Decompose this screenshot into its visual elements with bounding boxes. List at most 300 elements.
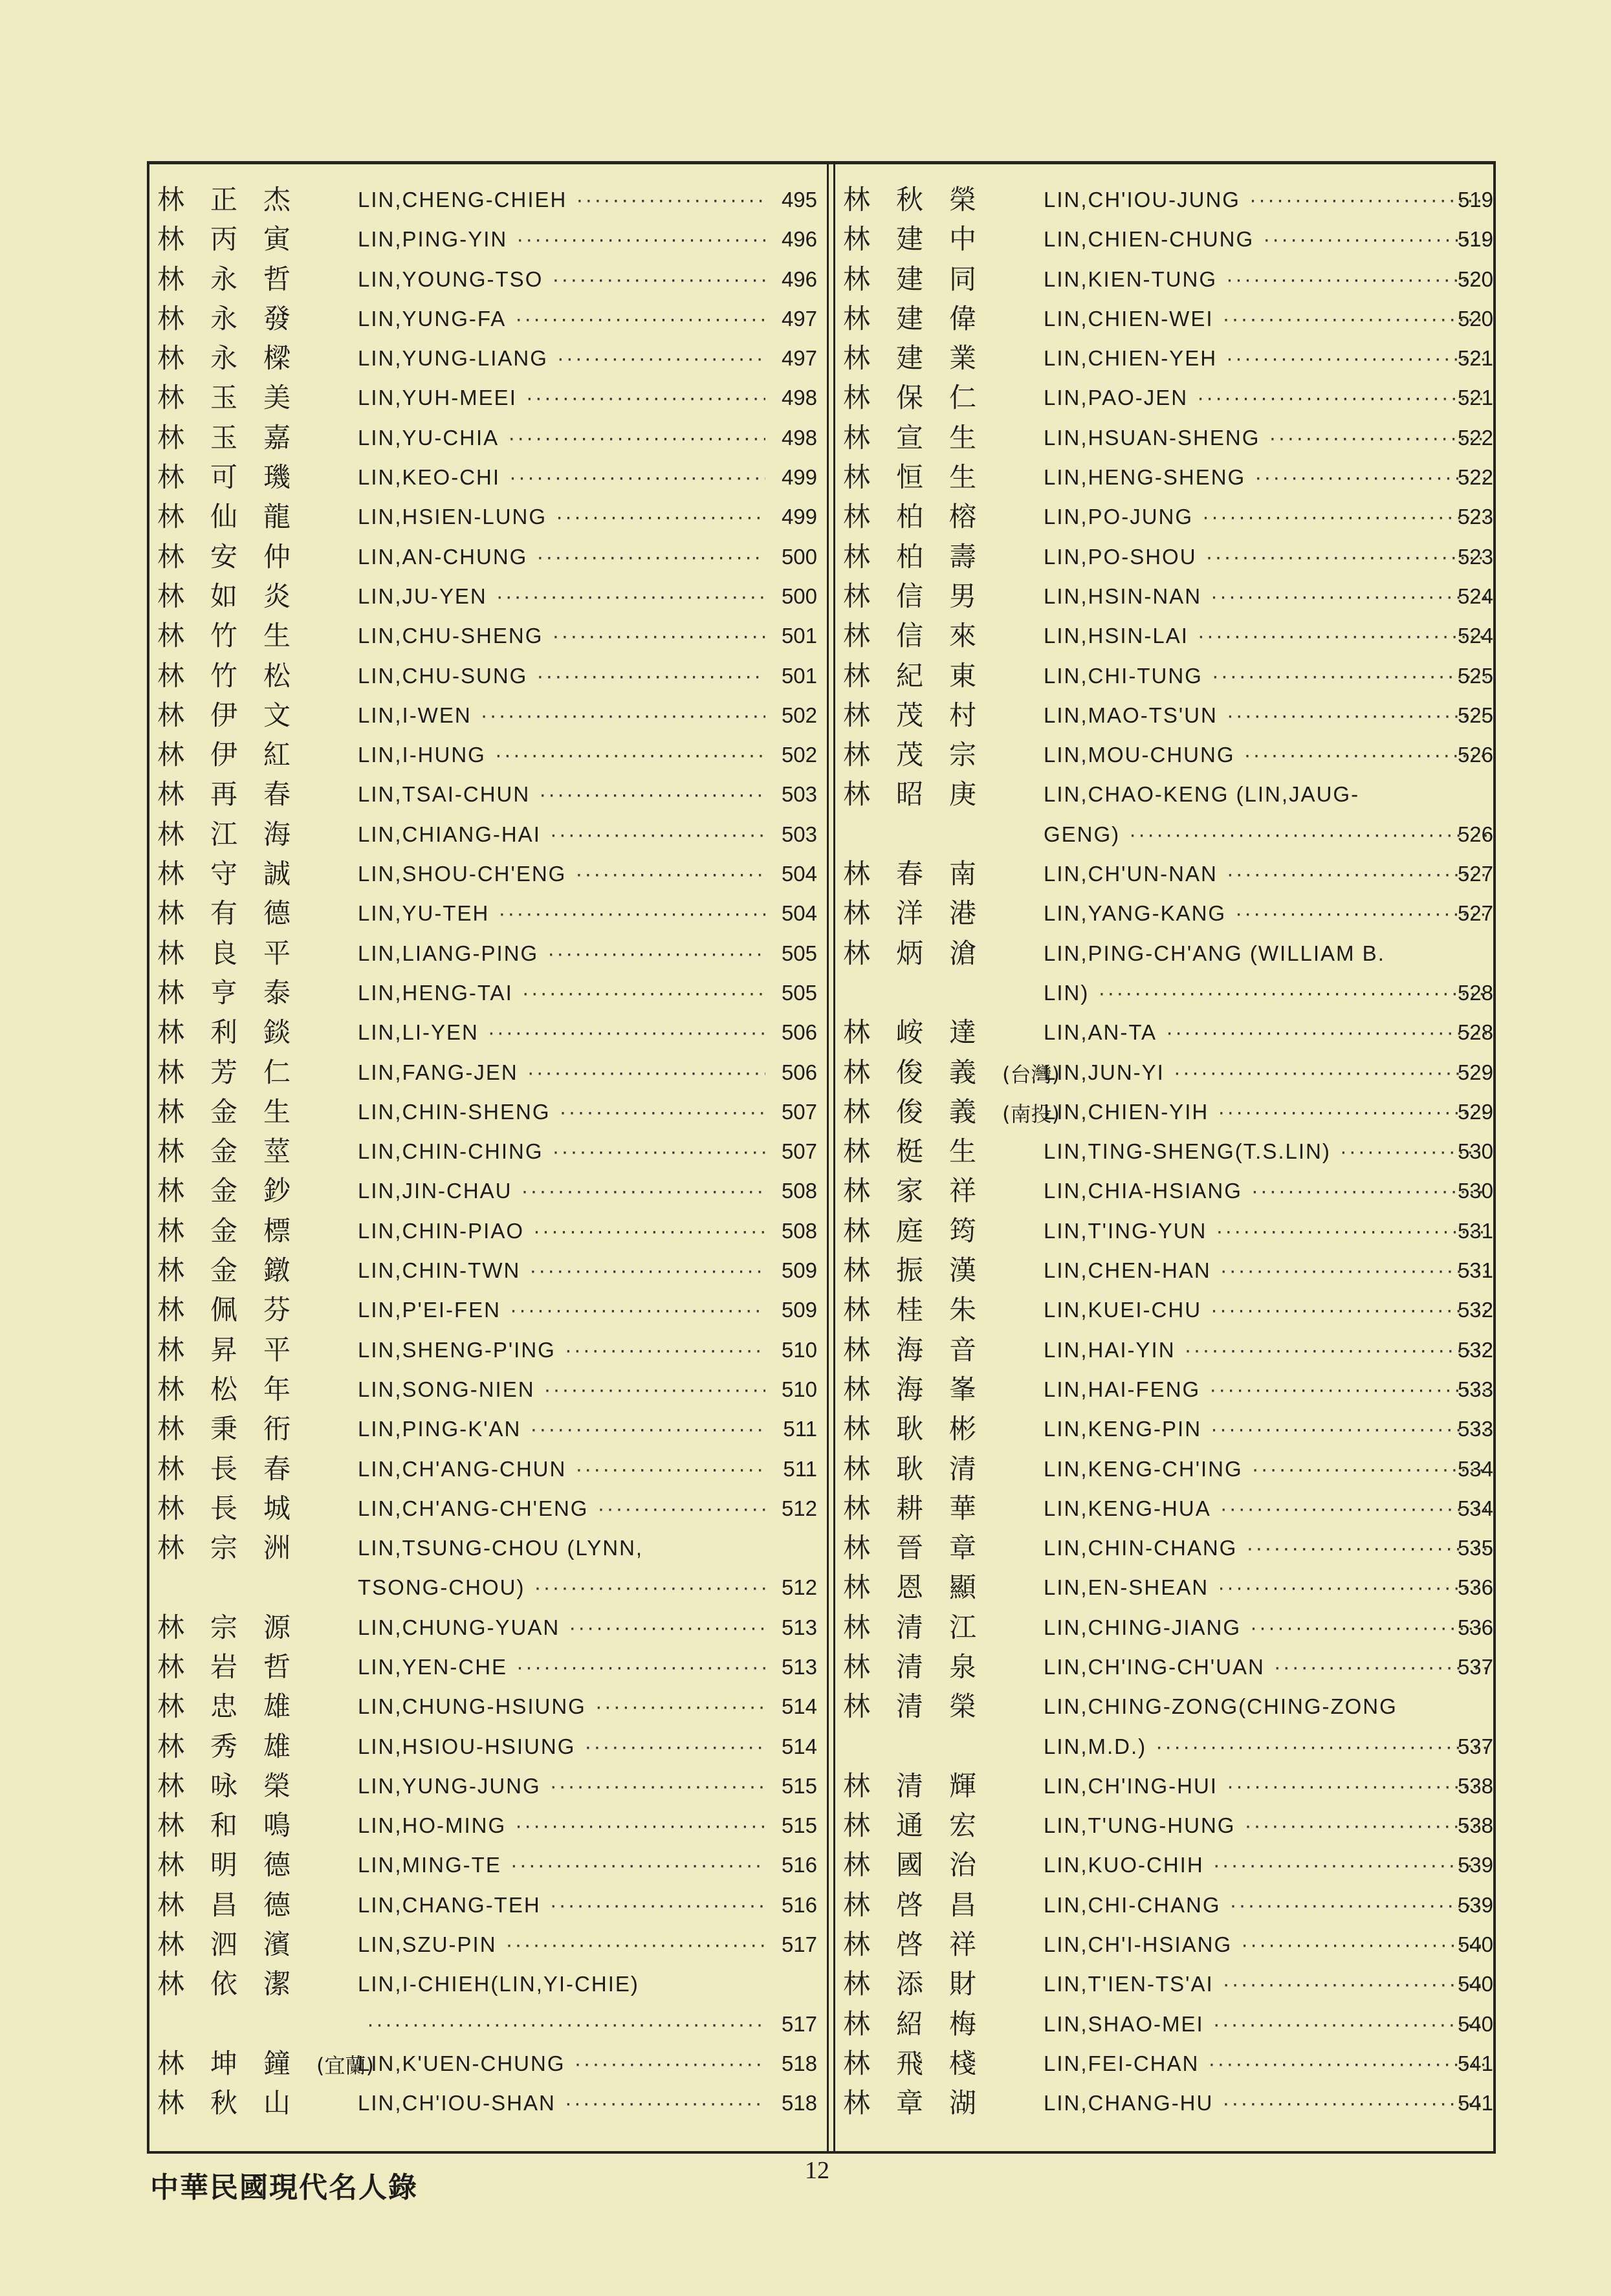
romanized-name [1044, 1885, 1493, 1925]
dot-leader [527, 1053, 765, 1092]
index-entry [843, 1132, 1493, 1171]
dot-leader [1230, 1885, 1487, 1925]
dot-leader [553, 1132, 765, 1171]
dot-leader [1250, 1608, 1487, 1647]
romanized-text: LIN,CH'UN-NAN [1044, 862, 1218, 886]
romanized-text: LIN,I-WEN [358, 703, 472, 727]
romanized-name [1044, 1012, 1493, 1052]
romanized-text: LIN,YANG-KANG [1044, 901, 1227, 926]
romanized-name [358, 259, 772, 299]
index-entry [843, 418, 1493, 457]
dot-leader [536, 537, 765, 576]
chinese-name: 林春南 [843, 858, 1003, 890]
dot-leader [575, 1449, 765, 1489]
chinese-name: 林伊紅 [157, 739, 317, 771]
index-entry [157, 219, 817, 259]
romanized-name [358, 1012, 772, 1052]
index-entry [843, 1925, 1493, 1964]
page-reference: 532 [1457, 1337, 1493, 1362]
chinese-name: 林如炎 [157, 580, 317, 612]
romanized-text: LIN,HENG-SHENG [1044, 465, 1246, 490]
chinese-name: 林良平 [157, 937, 317, 969]
dot-leader [576, 180, 765, 219]
page-reference: 498 [781, 386, 817, 410]
romanized-name [358, 735, 772, 774]
romanized-text: LIN,T'UNG-HUNG [1044, 1813, 1236, 1838]
romanized-name [358, 1211, 772, 1251]
chinese-name: 林洋港 [843, 897, 1003, 930]
romanized-text: LIN,HSUAN-SHENG [1044, 425, 1260, 450]
dot-leader [515, 1806, 765, 1845]
romanized-name [1044, 1171, 1493, 1210]
dot-leader [509, 457, 765, 497]
chinese-name: 林國治 [843, 1849, 1003, 1881]
chinese-name: 林咏榮 [157, 1769, 317, 1802]
chinese-name: 林耿彬 [843, 1413, 1003, 1445]
romanized-name [1044, 1647, 1493, 1687]
chinese-name: 林金生 [157, 1095, 317, 1128]
dot-leader [550, 1766, 765, 1806]
dot-leader [1220, 1251, 1487, 1290]
romanized-name [358, 1568, 772, 1607]
chinese-name: 林泗濱 [157, 1929, 317, 1961]
romanized-text: LIN,CHUNG-YUAN [358, 1615, 560, 1639]
dot-leader [530, 1409, 765, 1449]
romanized-name [358, 2083, 772, 2123]
index-entry [843, 1568, 1493, 1607]
romanized-text: LIN,LI-YEN [358, 1020, 479, 1045]
romanized-text: LIN,YUH-MEEI [358, 386, 517, 410]
romanized-name [1044, 338, 1493, 378]
dot-leader [1223, 1964, 1487, 2004]
chinese-name: 林晉章 [843, 1532, 1003, 1564]
dot-leader [1251, 1171, 1487, 1210]
chinese-name: 林金鈔 [157, 1175, 317, 1207]
page-reference: 512 [781, 1575, 817, 1600]
index-entry [843, 1885, 1493, 1925]
romanized-text: LIN,PO-JUNG [1044, 505, 1194, 529]
index-entry [843, 1528, 1493, 1568]
chinese-name: 林忠雄 [157, 1690, 317, 1723]
page-reference: 540 [1457, 1972, 1493, 1996]
chinese-name: 林守誠 [157, 858, 317, 890]
index-entry [843, 934, 1493, 973]
chinese-name: 林炳滄 [843, 937, 1003, 969]
index-entry [157, 1885, 817, 1925]
index-column-left [157, 180, 817, 2123]
dot-leader [1269, 418, 1487, 457]
dot-leader [550, 815, 765, 854]
chinese-name: 林宗源 [157, 1611, 317, 1643]
romanized-name [358, 1647, 772, 1687]
page-reference: 495 [781, 188, 817, 212]
index-entry [843, 735, 1493, 774]
index-entry [157, 735, 817, 774]
index-entry [843, 774, 1493, 814]
index-entry [157, 1806, 817, 1845]
romanized-name [1044, 180, 1493, 219]
romanized-name [358, 1489, 772, 1528]
romanized-text: LIN,CHIEN-YEH [1044, 346, 1218, 371]
dot-leader [488, 1012, 765, 1052]
romanized-name [358, 656, 772, 695]
page-reference: 497 [781, 306, 817, 331]
chinese-name: 林俊義(南投) [843, 1095, 1060, 1128]
index-entry [157, 418, 817, 457]
romanized-name [1044, 2044, 1493, 2083]
index-entry [157, 1647, 817, 1687]
romanized-name [1044, 1845, 1493, 1885]
chinese-name: 林紹梅 [843, 2007, 1003, 2040]
chinese-name: 林竹生 [157, 620, 317, 652]
page-reference: 513 [781, 1654, 817, 1679]
index-entry [843, 259, 1493, 299]
index-entry [157, 1053, 817, 1092]
romanized-name [358, 299, 772, 338]
romanized-text: LIN,HENG-TAI [358, 980, 513, 1005]
dot-leader [1263, 219, 1487, 259]
romanized-name [1044, 378, 1493, 417]
chinese-name: 林玉美 [157, 382, 317, 414]
index-entry [843, 1092, 1493, 1132]
page-reference: 501 [781, 663, 817, 688]
index-entry [157, 338, 817, 378]
romanized-name [358, 1251, 772, 1290]
romanized-text: LIN,MOU-CHUNG [1044, 743, 1235, 767]
romanized-text: LIN,M.D.) [1044, 1734, 1147, 1758]
chinese-name: 林亨泰 [157, 976, 317, 1009]
index-entry [157, 1132, 817, 1171]
romanized-name [1044, 219, 1493, 259]
dot-leader [508, 418, 765, 457]
index-entry [843, 1251, 1493, 1290]
chinese-name: 林竹松 [157, 659, 317, 692]
romanized-name [358, 338, 772, 378]
romanized-name [358, 2004, 772, 2044]
romanized-text: LIN,PING-CH'ANG (WILLIAM B. [1044, 941, 1385, 965]
romanized-text: LIN,CHUNG-HSIUNG [358, 1694, 586, 1719]
romanized-text: LIN,HAI-YIN [1044, 1337, 1176, 1362]
index-frame [147, 161, 1496, 2154]
romanized-text: LIN,I-CHIEH(LIN,YI-CHIE) [358, 1972, 639, 1996]
page-reference: 527 [1457, 862, 1493, 886]
chinese-name: 林恩顯 [843, 1571, 1003, 1604]
page-reference: 519 [1457, 188, 1493, 212]
romanized-text: LIN,T'IEN-TS'AI [1044, 1972, 1214, 1996]
dot-leader [569, 1608, 765, 1647]
romanized-text: LIN) [1044, 980, 1090, 1005]
index-entry [157, 1608, 817, 1647]
romanized-name [1044, 1449, 1493, 1489]
dot-leader [1185, 1330, 1487, 1370]
page-reference: 502 [781, 703, 817, 727]
romanized-name [1044, 299, 1493, 338]
chinese-name: 林江海 [157, 818, 317, 850]
dot-leader [1206, 537, 1487, 576]
romanized-name [1044, 893, 1493, 933]
page-reference: 518 [781, 2091, 817, 2116]
romanized-name [1044, 973, 1493, 1012]
index-entry [843, 1647, 1493, 1687]
page-reference: 521 [1457, 346, 1493, 371]
chinese-name: 林安仲 [157, 540, 317, 573]
dot-leader [516, 219, 765, 259]
page-reference: 503 [781, 782, 817, 807]
page-reference: 537 [1457, 1654, 1493, 1679]
romanized-text: LIN,SZU-PIN [358, 1932, 497, 1957]
dot-leader [1244, 735, 1487, 774]
page-reference: 530 [1457, 1139, 1493, 1164]
dot-leader [539, 774, 765, 814]
dot-leader [1209, 1370, 1487, 1409]
index-entry [157, 815, 817, 854]
dot-leader [1166, 1012, 1487, 1052]
index-entry [157, 774, 817, 814]
page-reference: 528 [1457, 980, 1493, 1005]
romanized-text: LIN,AN-CHUNG [358, 544, 528, 569]
dot-leader [521, 1171, 765, 1210]
dot-leader [1274, 1647, 1487, 1687]
romanized-name [358, 1687, 772, 1726]
chinese-name: 林家祥 [843, 1175, 1003, 1207]
chinese-name: 林保仁 [843, 382, 1003, 414]
page-reference: 532 [1457, 1298, 1493, 1322]
romanized-name [1044, 656, 1493, 695]
page-reference: 533 [1457, 1377, 1493, 1401]
romanized-name [1044, 1409, 1493, 1449]
index-entry [843, 338, 1493, 378]
chinese-name: 林添財 [843, 1968, 1003, 2000]
index-entry [157, 1766, 817, 1806]
romanized-text: LIN,K'UEN-CHUNG [358, 2051, 565, 2075]
page-reference: 524 [1457, 624, 1493, 648]
romanized-text: LIN,CHENG-CHIEH [358, 188, 567, 212]
chinese-name: 林長春 [157, 1452, 317, 1485]
romanized-text: LIN,FANG-JEN [358, 1060, 518, 1084]
dot-leader [1098, 973, 1487, 1012]
romanized-name [358, 695, 772, 735]
romanized-text: LIN,YU-TEH [358, 901, 490, 926]
romanized-name [358, 774, 772, 814]
page-reference: 534 [1457, 1496, 1493, 1520]
index-entry [843, 1012, 1493, 1052]
dot-leader [1218, 1568, 1487, 1607]
chinese-name: 林昇平 [157, 1333, 317, 1366]
romanized-name [1044, 695, 1493, 735]
index-entry [157, 1409, 817, 1449]
index-entry [843, 1370, 1493, 1409]
dot-leader [1211, 1409, 1487, 1449]
chinese-name: 林海峯 [843, 1373, 1003, 1405]
romanized-name [358, 1449, 772, 1489]
page-reference: 529 [1457, 1060, 1493, 1084]
romanized-text: LIN,TSUNG-CHOU (LYNN, [358, 1536, 644, 1560]
page-reference: 516 [781, 1892, 817, 1917]
romanized-name [358, 378, 772, 417]
romanized-name [1044, 2083, 1493, 2123]
chinese-name: 林仙龍 [157, 501, 317, 533]
romanized-name [1044, 418, 1493, 457]
page-reference: 504 [781, 901, 817, 926]
page-reference: 509 [781, 1298, 817, 1322]
dot-leader [1252, 1449, 1487, 1489]
chinese-name: 林秋榮 [843, 184, 1003, 215]
dot-leader [584, 1727, 765, 1766]
index-entry [843, 1806, 1493, 1845]
romanized-text: LIN,YUNG-FA [358, 306, 507, 331]
page-reference: 505 [781, 980, 817, 1005]
page-reference: 525 [1457, 663, 1493, 688]
chinese-name: 林建偉 [843, 302, 1003, 334]
romanized-text: LIN,CH'ING-CH'UAN [1044, 1654, 1265, 1679]
dot-leader [1227, 854, 1487, 893]
romanized-name [358, 934, 772, 973]
page-reference: 510 [781, 1337, 817, 1362]
romanized-name [1044, 1608, 1493, 1647]
index-entry [843, 1211, 1493, 1251]
chinese-name: 林梃生 [843, 1135, 1003, 1168]
romanized-name [1044, 1528, 1493, 1568]
dot-leader [556, 497, 765, 536]
index-entry [843, 299, 1493, 338]
romanized-text: LIN,CHIEN-WEI [1044, 306, 1214, 331]
index-entry [157, 1727, 817, 1766]
chinese-name: 林恒生 [843, 461, 1003, 494]
romanized-text: TSONG-CHOU) [358, 1575, 525, 1600]
page-reference: 501 [781, 624, 817, 648]
page-reference: 497 [781, 346, 817, 371]
dot-leader [1213, 2004, 1487, 2044]
romanized-text: LIN,CH'ING-HUI [1044, 1773, 1218, 1798]
page-reference: 520 [1457, 267, 1493, 291]
chinese-name: 林耕華 [843, 1492, 1003, 1524]
dot-leader [1222, 2083, 1487, 2123]
page-reference: 510 [781, 1377, 817, 1401]
romanized-text: LIN,CHIN-SHENG [358, 1099, 551, 1124]
page-reference: 511 [783, 1417, 817, 1441]
dot-leader [1241, 1925, 1487, 1964]
index-entry [157, 893, 817, 933]
romanized-text: LIN,CHIN-CHING [358, 1139, 543, 1164]
page-reference: 522 [1457, 425, 1493, 450]
page-reference: 511 [783, 1456, 817, 1481]
dot-leader [547, 934, 765, 973]
romanized-text: LIN,CHIANG-HAI [358, 822, 541, 846]
romanized-text: LIN,PING-K'AN [358, 1417, 521, 1441]
romanized-text: LIN,CHANG-TEH [358, 1892, 541, 1917]
chinese-name: 林秋山 [157, 2087, 317, 2119]
romanized-name [358, 1608, 772, 1647]
page-reference: 541 [1457, 2051, 1493, 2075]
romanized-text: LIN,KEO-CHI [358, 465, 501, 490]
romanized-name [358, 1845, 772, 1885]
dot-leader [516, 1647, 765, 1687]
romanized-name [1044, 537, 1493, 576]
dot-leader [575, 2044, 766, 2083]
romanized-text: LIN,YOUNG-TSO [358, 267, 543, 291]
chinese-name: 林信來 [843, 620, 1003, 652]
romanized-text: LIN,CH'IOU-JUNG [1044, 188, 1240, 212]
romanized-text: LIN,HSIN-LAI [1044, 624, 1189, 648]
dot-leader [526, 378, 765, 417]
page-reference: 524 [1457, 584, 1493, 608]
romanized-name [358, 854, 772, 893]
dot-leader [1255, 457, 1487, 497]
page-reference: 506 [781, 1060, 817, 1084]
dot-leader [1129, 815, 1487, 854]
romanized-name [1044, 1489, 1493, 1528]
romanized-text: LIN,CHIN-TWN [358, 1258, 521, 1283]
romanized-text: LIN,PAO-JEN [1044, 386, 1189, 410]
romanized-name [1044, 1727, 1493, 1766]
page-reference: 539 [1457, 1892, 1493, 1917]
index-entry [157, 497, 817, 536]
romanized-name [1044, 1568, 1493, 1607]
chinese-name: 林啓祥 [843, 1929, 1003, 1961]
romanized-name [358, 1092, 772, 1132]
romanized-text: LIN,HSIEN-LUNG [358, 505, 547, 529]
dot-leader [1211, 576, 1487, 616]
dot-leader [495, 735, 765, 774]
romanized-name [1044, 1766, 1493, 1806]
dot-leader [1226, 338, 1487, 378]
page-reference: 508 [781, 1179, 817, 1203]
romanized-text: LIN,HAI-FENG [1044, 1377, 1201, 1401]
page-reference: 506 [781, 1020, 817, 1045]
romanized-text: LIN,CHEN-HAN [1044, 1258, 1211, 1283]
romanized-name [358, 457, 772, 497]
romanized-name [358, 1925, 772, 1964]
romanized-text: LIN,EN-SHEAN [1044, 1575, 1209, 1600]
romanized-text: LIN,T'ING-YUN [1044, 1218, 1207, 1243]
chinese-name: 林金鐓 [157, 1254, 317, 1287]
romanized-name [358, 1885, 772, 1925]
chinese-name: 林明德 [157, 1849, 317, 1881]
romanized-text: LIN,CHU-SUNG [358, 663, 528, 688]
page-reference: 536 [1457, 1615, 1493, 1639]
index-entry [157, 299, 817, 338]
index-entry [843, 1766, 1493, 1806]
romanized-name [1044, 1687, 1493, 1726]
romanized-name [358, 1132, 772, 1171]
dot-leader [1156, 1727, 1487, 1766]
romanized-name [358, 893, 772, 933]
romanized-name [1044, 2004, 1493, 2044]
romanized-text: LIN,CH'ANG-CHUN [358, 1456, 567, 1481]
dot-leader [498, 893, 765, 933]
romanized-name [1044, 1370, 1493, 1409]
chinese-name: 林清榮 [843, 1690, 1003, 1723]
page-reference: 507 [781, 1099, 817, 1124]
page-reference: 513 [781, 1615, 817, 1639]
chinese-name: 林依潔 [157, 1968, 317, 2000]
romanized-text: LIN,CHAO-KENG (LIN,JAUG- [1044, 782, 1360, 807]
dot-leader [1220, 1489, 1487, 1528]
romanized-text: LIN,CHANG-HU [1044, 2091, 1214, 2116]
chinese-name: 林建同 [843, 263, 1003, 295]
romanized-text: LIN,CHIEN-CHUNG [1044, 227, 1255, 252]
index-entry [843, 537, 1493, 576]
index-entry [157, 1251, 817, 1290]
romanized-name [358, 815, 772, 854]
romanized-text: LIN,PING-YIN [358, 227, 508, 252]
romanized-name [1044, 735, 1493, 774]
page-reference: 521 [1457, 386, 1493, 410]
romanized-name [1044, 934, 1493, 973]
page-reference: 500 [781, 584, 817, 608]
index-entry [843, 1687, 1493, 1726]
index-entry [157, 1370, 817, 1409]
